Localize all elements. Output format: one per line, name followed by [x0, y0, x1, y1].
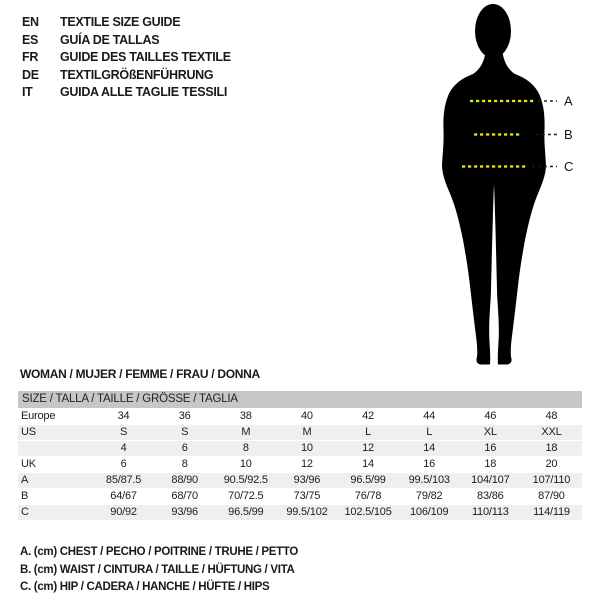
table-row: [18, 456, 582, 472]
size-cell: 6: [120, 458, 127, 470]
marker-label-a: A: [564, 93, 573, 109]
size-cell: 99.5/102: [276, 504, 337, 520]
size-cell: 83/86: [477, 490, 504, 502]
legend-item-waist: B. (cm) WAIST / CINTURA / TAILLE / HÜFTUNG / VITA: [20, 563, 295, 576]
lang-title: GUIDE DES TAILLES TEXTILE: [60, 50, 231, 64]
size-cell: 110/113: [460, 504, 521, 520]
row-label: A: [18, 472, 93, 488]
size-cell: 79/82: [415, 490, 443, 502]
size-cell: 90.5/92.5: [215, 472, 276, 488]
size-cell: 48: [545, 410, 558, 422]
lang-title: GUÍA DE TALLAS: [60, 32, 160, 47]
size-cell: XXL: [521, 424, 582, 440]
size-cell: 42: [362, 410, 374, 422]
row-label: UK: [21, 458, 36, 470]
size-cell: L: [338, 424, 399, 440]
size-cell: 106/109: [399, 504, 460, 520]
legend-item-chest: A. (cm) CHEST / PECHO / POITRINE / TRUHE / PETTO: [20, 546, 299, 558]
table-row: [18, 488, 582, 504]
size-cell: S: [154, 424, 215, 440]
size-cell: 40: [301, 410, 313, 422]
size-cell: 36: [178, 410, 191, 422]
size-cell: 102.5/105: [338, 504, 399, 520]
size-cell: 10: [276, 440, 337, 456]
lang-code: DE: [22, 67, 39, 82]
size-cell: 16: [460, 440, 521, 456]
size-cell: 88/90: [154, 472, 215, 488]
size-cell: 76/78: [354, 490, 382, 502]
table-row: [18, 408, 582, 424]
marker-label-b: B: [564, 127, 573, 142]
size-cell: 4: [93, 440, 154, 456]
size-cell: 12: [338, 440, 399, 456]
size-cell: 16: [423, 458, 436, 470]
size-cell: M: [276, 424, 337, 440]
table-row: [18, 504, 582, 520]
lang-code: IT: [22, 85, 33, 99]
lang-code: ES: [22, 32, 39, 47]
size-cell: 6: [154, 440, 215, 456]
size-cell: 90/92: [93, 504, 154, 520]
size-table-body: [18, 391, 582, 520]
size-cell: 99.5/103: [399, 472, 460, 488]
lang-title: TEXTILGRÖßENFÜHRUNG: [60, 67, 214, 82]
row-label: B: [21, 490, 29, 502]
lang-row-it: [22, 84, 231, 102]
lang-row-en: [22, 14, 231, 32]
size-cell: 64/67: [110, 490, 137, 502]
size-cell: 14: [362, 458, 374, 470]
language-title-list: [22, 14, 231, 102]
lang-title: TEXTILE SIZE GUIDE: [60, 15, 181, 29]
size-cell: 44: [423, 410, 436, 422]
lang-code: FR: [22, 50, 39, 64]
size-table-header-row: [18, 391, 582, 408]
size-cell: 34: [117, 410, 130, 422]
size-cell: 38: [239, 410, 252, 422]
size-cell: 8: [181, 458, 188, 470]
size-cell: 73/75: [293, 490, 321, 502]
size-cell: S: [93, 424, 154, 440]
size-cell: 14: [399, 440, 460, 456]
measurement-legend: [20, 544, 298, 597]
size-cell: 114/119: [521, 504, 582, 520]
size-cell: 96.5/99: [338, 472, 399, 488]
size-cell: 70/72.5: [228, 490, 264, 502]
size-table: [18, 391, 582, 521]
size-cell: 18: [521, 440, 582, 456]
size-cell: 12: [301, 458, 313, 470]
size-cell: 104/107: [460, 472, 521, 488]
size-table-header: SIZE / TALLA / TAILLE / GRÖSSE / TAGLIA: [18, 391, 582, 408]
size-cell: 68/70: [171, 490, 198, 502]
size-cell: L: [399, 424, 460, 440]
row-label: US: [18, 424, 93, 440]
size-cell: 93/96: [276, 472, 337, 488]
row-label: [18, 440, 93, 456]
gender-heading: WOMAN / MUJER / FEMME / FRAU / DONNA: [20, 367, 260, 381]
size-cell: 18: [484, 458, 497, 470]
woman-silhouette-icon: [440, 0, 600, 370]
lang-title: GUIDA ALLE TAGLIE TESSILI: [60, 85, 228, 99]
lang-row-es: [22, 32, 231, 50]
table-row: [18, 472, 582, 488]
lang-row-fr: [22, 49, 231, 67]
size-cell: 93/96: [154, 504, 215, 520]
size-cell: 85/87.5: [93, 472, 154, 488]
lang-code: EN: [22, 15, 39, 29]
size-cell: XL: [460, 424, 521, 440]
size-cell: 8: [215, 440, 276, 456]
size-cell: 87/90: [538, 490, 565, 502]
row-label: Europe: [21, 410, 56, 422]
size-cell: 46: [484, 410, 497, 422]
legend-item-hip: C. (cm) HIP / CADERA / HANCHE / HÜFTE / HIPS: [20, 581, 270, 593]
table-row: [18, 424, 582, 440]
lang-row-de: [22, 67, 231, 85]
table-row: [18, 440, 582, 456]
size-cell: M: [215, 424, 276, 440]
size-cell: 107/110: [521, 472, 582, 488]
size-cell: 10: [239, 458, 252, 470]
size-cell: 96.5/99: [215, 504, 276, 520]
measurement-figure: [440, 0, 600, 370]
marker-label-c: C: [564, 159, 574, 174]
size-cell: 20: [545, 458, 558, 470]
row-label: C: [18, 504, 93, 520]
